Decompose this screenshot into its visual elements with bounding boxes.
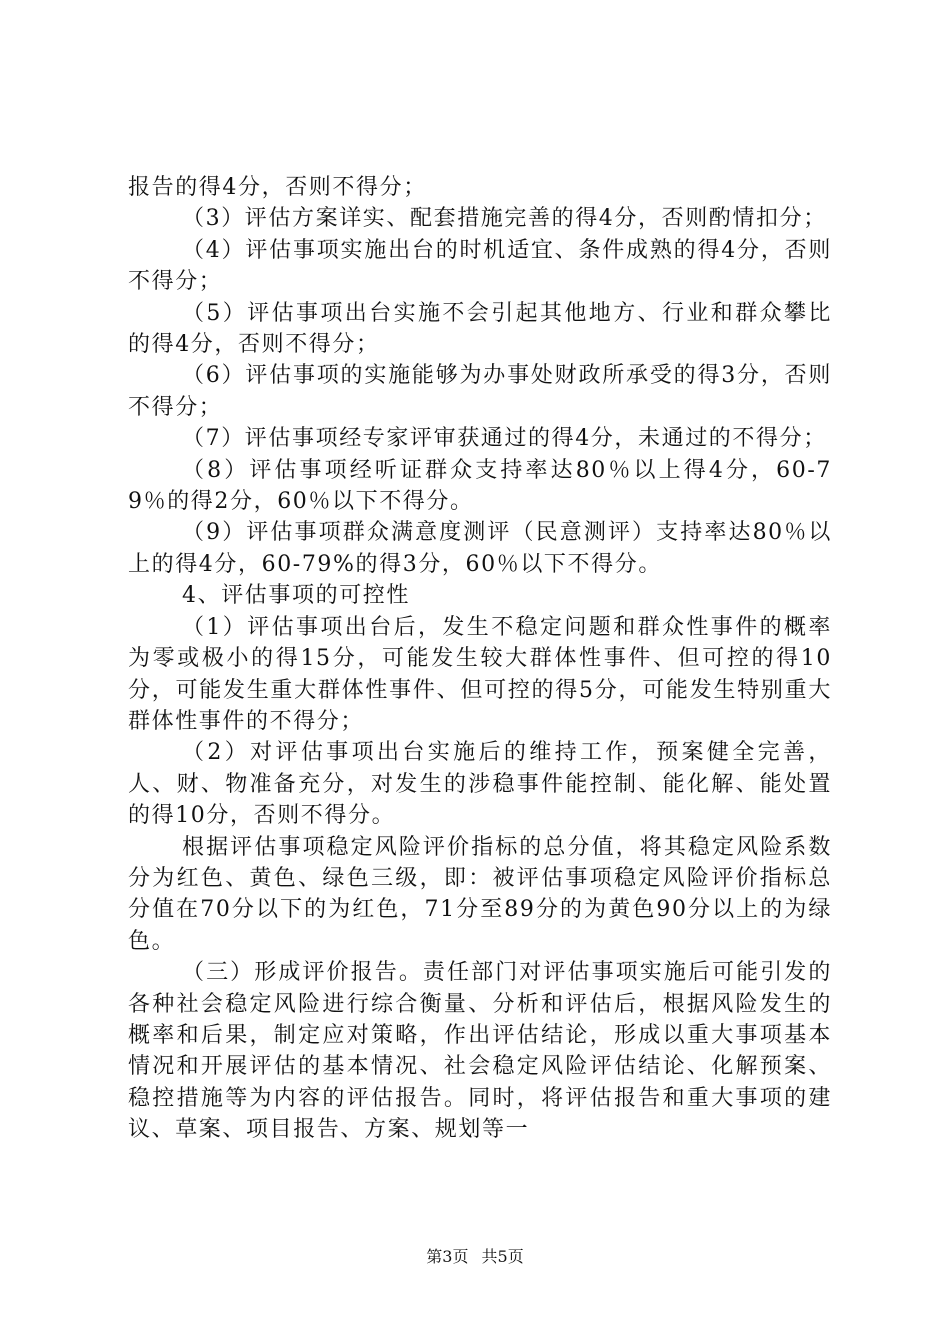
page-number: 第3页 xyxy=(426,1247,469,1266)
paragraph-item-3: （3）评估方案详实、配套措施完善的得4分，否则酌情扣分； xyxy=(182,206,827,232)
paragraph-control-2: （2）对评估事项出台实施后的维持工作，预案健全完善，人、财、物准备充分，对发生的涉稳事件能控制、能化解、能处置的得10分，否则不得分。 xyxy=(128,740,832,829)
paragraph-item-4: （4）评估事项实施出台的时机适宜、条件成熟的得4分，否则不得分； xyxy=(128,237,832,295)
paragraph-item-9: （9）评估事项群众满意度测评（民意测评）支持率达80％以上的得4分，60-79%的得3分，60％以下不得分。 xyxy=(128,520,832,577)
paragraph-evaluation-report: （三）形成评价报告。责任部门对评估事项实施后可能引发的各种社会稳定风险进行综合衡量、分析和评估后，根据风险发生的概率和后果，制定应对策略，作出评估结论，形成以重大事项基本情况和开展评估的基本情况、社会稳定风险评估结论、化解预案、稳控措施等为内容的评估报告。同时，将评估报告和重大事项的建议、草案、项目报告、方案、规划等一 xyxy=(128,960,832,1143)
paragraph-item-5: （5）评估事项出台实施不会引起其他地方、行业和群众攀比的得4分，否则不得分； xyxy=(128,300,832,358)
paragraph-item-8: （8）评估事项经听证群众支持率达80％以上得4分，60-79％的得2分，60％以下不得分。 xyxy=(128,457,832,515)
paragraph-continuation: 报告的得4分，否则不得分； xyxy=(128,175,427,200)
paragraph-control-1: （1）评估事项出台后，发生不稳定问题和群众性事件的概率为零或极小的得15分，可能发生较大群体性事件、但可控的得10分，可能发生重大群体性事件、但可控的得5分，可能发生特别重大群体性事件的不得分； xyxy=(128,614,832,734)
document-body xyxy=(128,172,832,1146)
paragraph-item-7: （7）评估事项经专家评审获通过的得4分，未通过的不得分； xyxy=(182,426,827,452)
page-footer xyxy=(0,1244,950,1267)
paragraph-item-6: （6）评估事项的实施能够为办事处财政所承受的得3分，否则不得分； xyxy=(128,363,832,420)
section-heading-controllability: 4、评估事项的可控性 xyxy=(182,583,410,609)
paragraph-risk-levels: 根据评估事项稳定风险评价指标的总分值，将其稳定风险系数分为红色、黄色、绿色三级，即：被评估事项稳定风险评价指标总分值在70分以下的为红色，71分至89分的为黄色90分以上的为绿色。 xyxy=(128,834,832,954)
page-total: 共5页 xyxy=(481,1247,524,1266)
